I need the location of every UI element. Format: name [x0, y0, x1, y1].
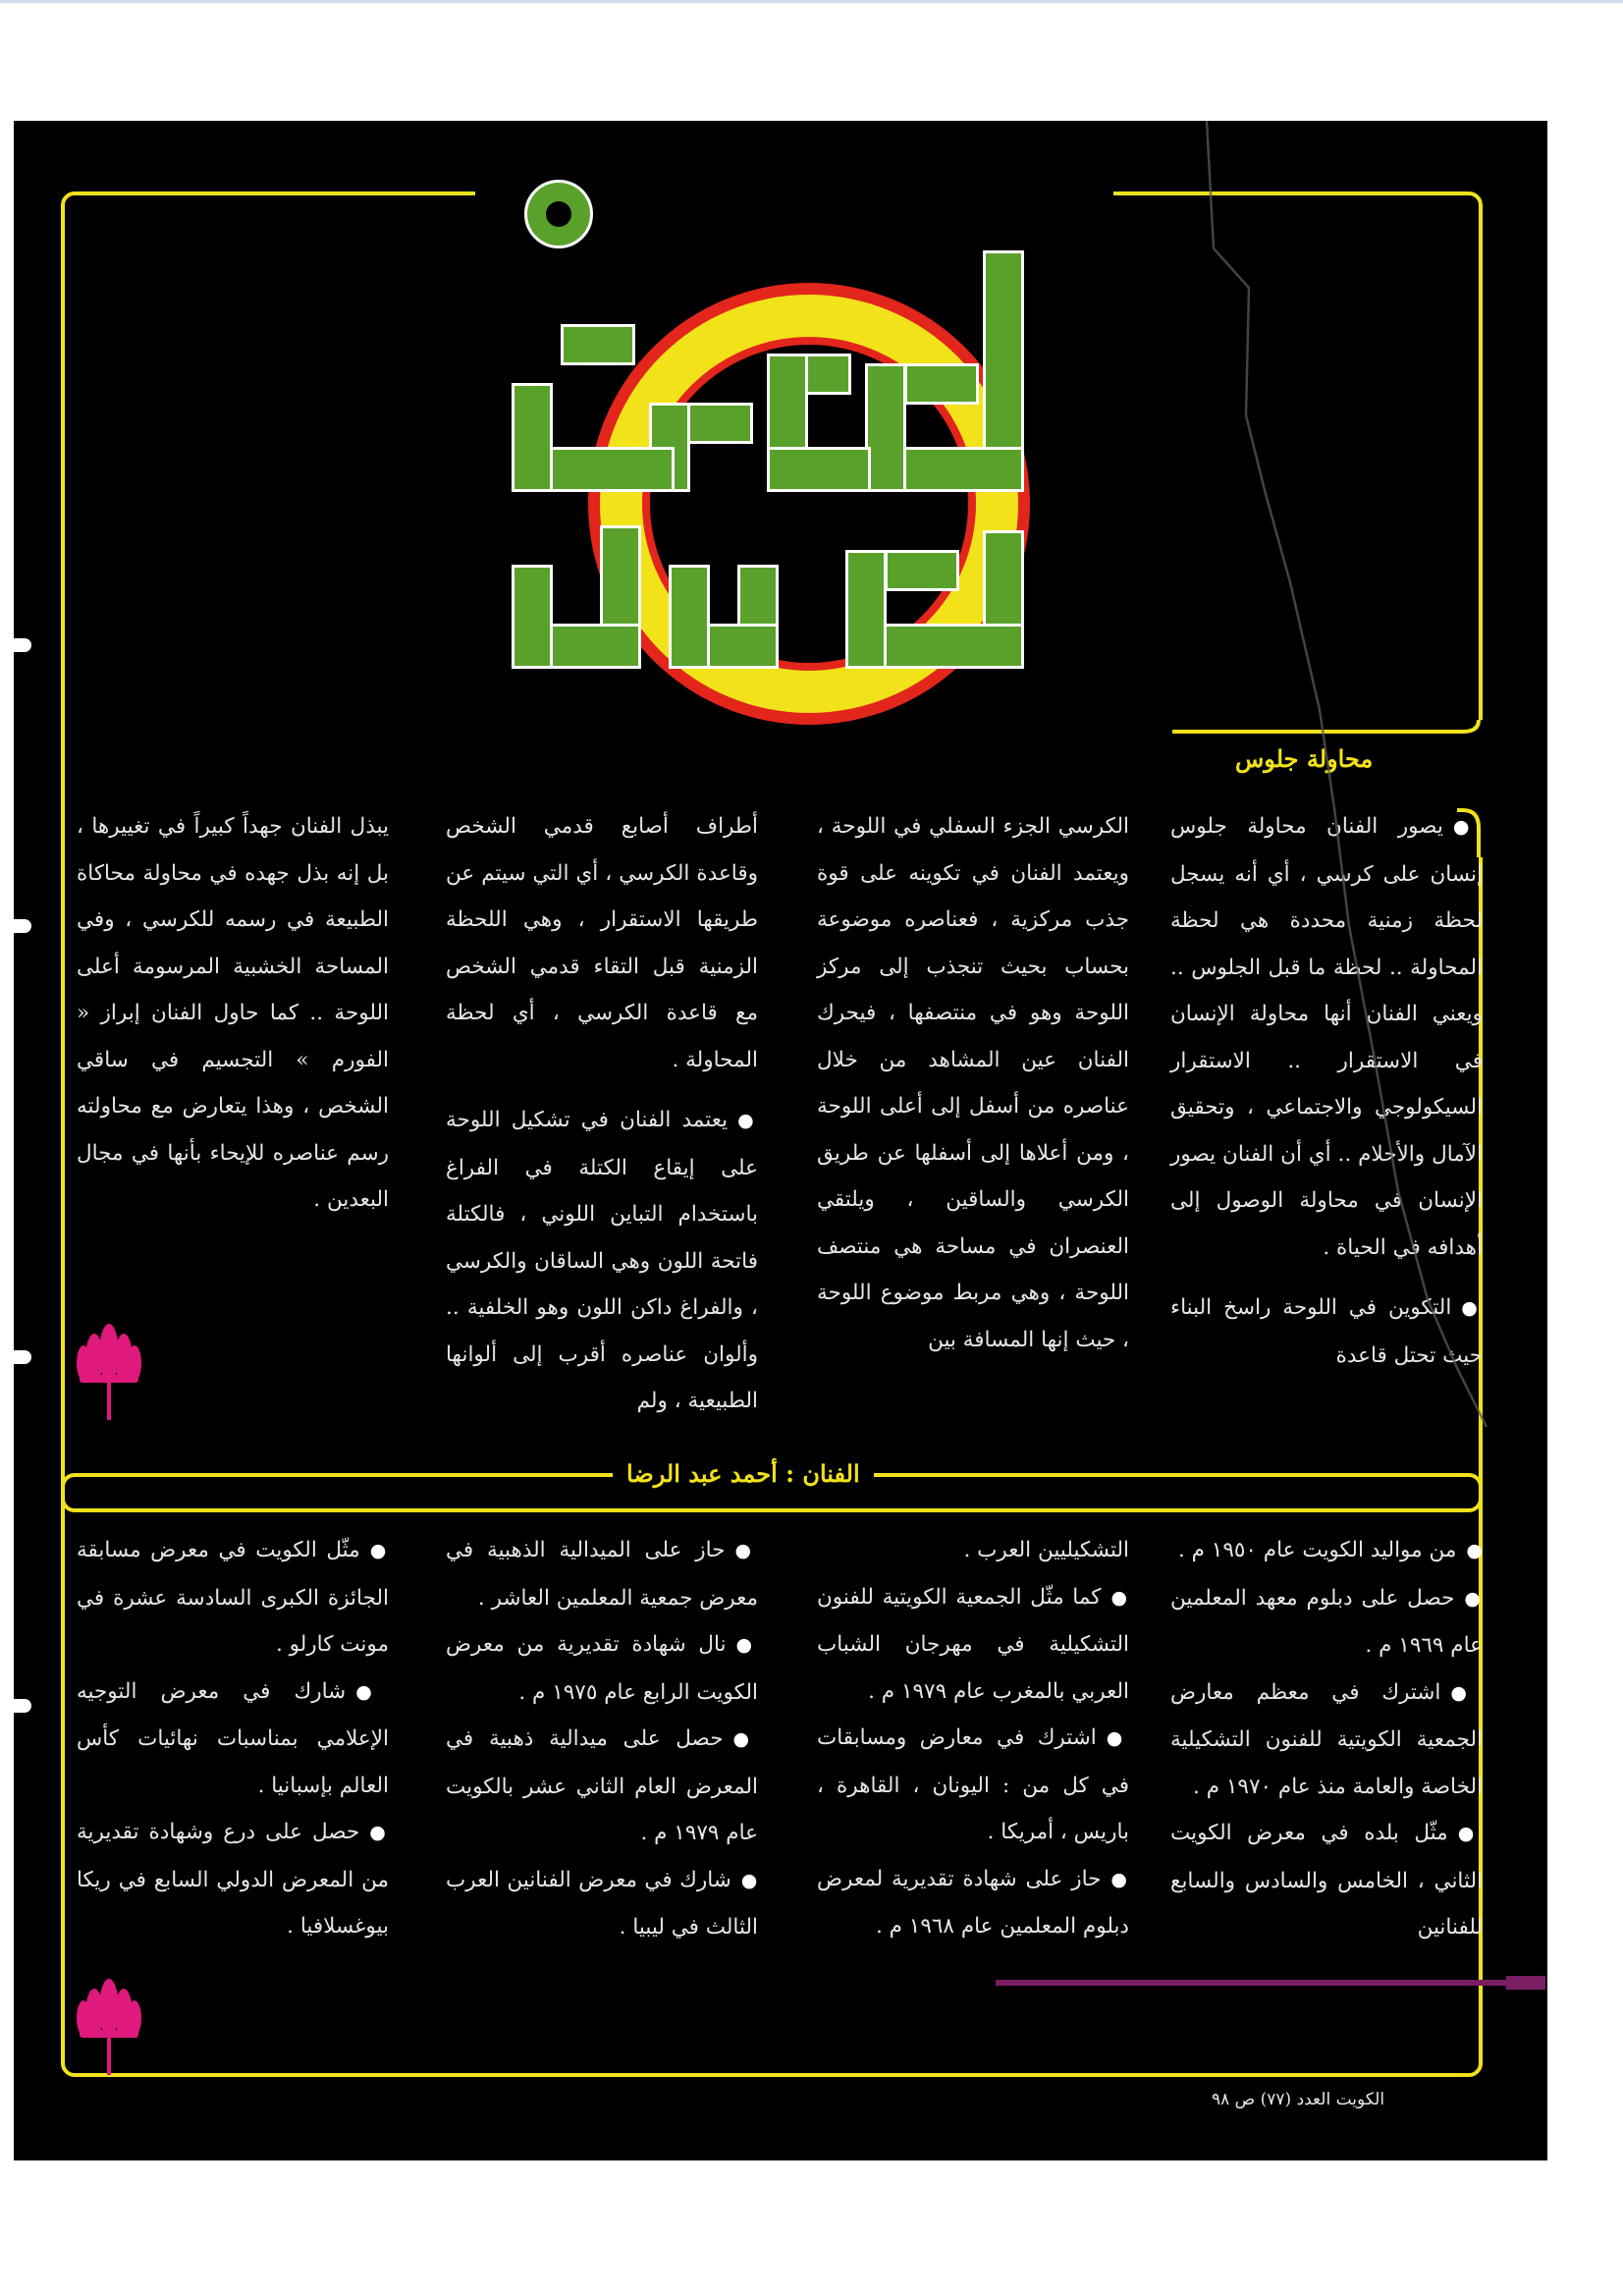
section-title-attempt: محاولة جلوس — [1221, 741, 1386, 777]
bio-item: ● حصل على ميدالية ذهبية في المعرض العام الثاني عشر بالكويت عام ١٩٧٩ م . — [446, 1716, 758, 1857]
bio-item: ● مثّل الكويت في معرض مسابقة الجائزة الكبرى السادسة عشرة في مونت كارلو . — [77, 1527, 389, 1668]
bio-column-1 — [1170, 1527, 1483, 1951]
binder-hole — [14, 638, 31, 652]
bio-item: ● حصل على دبلوم معهد المعلمين عام ١٩٦٩ م . — [1170, 1575, 1483, 1669]
page-footer: الكويت العدد (٧٧) ص ٩٨ — [1212, 2090, 1385, 2109]
pen-stroke-mark — [996, 1972, 1545, 1994]
bio-item: ● مثّل بلده في معرض الكويت الثاني ، الخامس والسادس والسابع للفنانين — [1170, 1810, 1483, 1951]
lotus-icon — [75, 1314, 143, 1422]
article-column-2 — [817, 803, 1129, 1363]
article-paragraph: ● التكوين في اللوحة راسخ البناء حيث تحتل قاعدة — [1170, 1285, 1483, 1379]
article-paragraph: الكرسي الجزء السفلي في اللوحة ، ويعتمد الفنان في تكوينه على قوة جذب مركزية ، فعناصره موضوعة بحساب بحيث تنجذب إلى مركز اللوحة وهو في منتصفها ، فيحرك الفنان عين المشاهد من خلال عناصره من أسفل إلى أعلى اللوحة ، ومن أعلاها إلى أسفلها عن طريق الكرسي والساقين ، ويلتقي العنصران في مساحة هي منتصف اللوحة ، وهي مربط موضوع اللوحة ، حيث إنها المسافة بين — [817, 814, 1129, 1352]
title-logo — [475, 180, 1104, 769]
bio-item: ● حاز على شهادة تقديرية لمعرض دبلوم المعلمين عام ١٩٦٨ م . — [817, 1856, 1129, 1950]
bio-item: التشكيليين العرب . — [963, 1538, 1129, 1562]
article-paragraph: أطراف أصابع قدمي الشخص وقاعدة الكرسي ، أي التي سيتم عن طريقها الاستقرار ، وهي اللحظة الزمنية قبل التقاء قدمي الشخص مع قاعدة الكرسي ، أي لحظة المحاولة . — [446, 814, 758, 1072]
bio-item: ● حصل على درع وشهادة تقديرية من المعرض الدولي السابع في ريكا بيوغسلافيا . — [77, 1809, 389, 1950]
page-top-rule — [0, 0, 1623, 3]
article-column-4 — [77, 803, 389, 1224]
article-column-3 — [446, 803, 758, 1425]
artist-name-label: الفنان : أحمد عبد الرضا — [613, 1456, 874, 1492]
bio-item: ● اشترك في معارض ومسابقات في كل من : اليونان ، القاهرة ، باريس ، أمريكا . — [817, 1715, 1129, 1856]
bio-item: ● كما مثّل الجمعية الكويتية للفنون التشكيلية في مهرجان الشباب العربي بالمغرب عام ١٩٧٩ م . — [817, 1574, 1129, 1716]
bio-column-2 — [817, 1527, 1129, 1950]
bio-item: ● اشترك في معظم معارض الجمعية الكويتية للفنون التشكيلية الخاصة والعامة منذ عام ١٩٧٠ م . — [1170, 1669, 1483, 1811]
article-paragraph: يبذل الفنان جهداً كبيراً في تغييرها ، بل إنه بذل جهده في محاولة محاكاة الطبيعة في رسمه للكرسي ، وفي المساحة الخشبية المرسومة أعلى اللوحة .. كما حاول الفنان إبراز « الفورم » التجسيم في ساقي الشخص ، وهذا يتعارض مع محاولته رسم عناصره للإيحاء بأنها في مجال البعدين . — [77, 814, 389, 1212]
article-column-1 — [1170, 803, 1483, 1379]
lotus-icon — [75, 1969, 143, 2077]
binder-hole — [14, 1699, 31, 1713]
bio-item: ● نال شهادة تقديرية من معرض الكويت الرابع عام ١٩٧٥ م . — [446, 1621, 758, 1716]
magazine-page — [14, 121, 1547, 2160]
bio-column-4 — [77, 1527, 389, 1950]
bio-item: ● شارك في معرض التوجيه الإعلامي بمناسبات نهائيات كأس العالم بإسبانيا . — [77, 1668, 389, 1810]
article-paragraph: ● يعتمد الفنان في تشكيل اللوحة على إيقاع الكتلة في الفراغ باستخدام التباين اللوني ، فالكتلة فاتحة اللون وهي الساقان والكرسي ، والفراغ داكن اللون وهو الخلفية .. وألوان عناصره أقرب إلى ألوانها الطبيعية ، ولم — [446, 1097, 758, 1425]
binder-hole — [14, 919, 31, 933]
binder-hole — [14, 1350, 31, 1364]
article-paragraph: ● يصور الفنان محاولة جلوس إنسان على كرسي ، أي أنه يسجل لحظة زمنية محددة هي لحظة المحاولة .. لحظة ما قبل الجلوس .. ويعني الفنان أنها محاولة الإنسان في الاستقرار .. الاستقرار السيكولوجي والاجتماعي ، وتحقيق الآمال والأحلام .. أي أن الفنان يصور الإنسان في محاولة الوصول إلى أهدافه في الحياة . — [1170, 803, 1483, 1271]
bio-item: ● حاز على الميدالية الذهبية في معرض جمعية المعلمين العاشر . — [446, 1527, 758, 1621]
bio-item: ● شارك في معرض الفنانين العرب الثالث في ليبيا . — [446, 1857, 758, 1951]
bio-column-3 — [446, 1527, 758, 1951]
bio-item: ● من مواليد الكويت عام ١٩٥٠ م . — [1170, 1527, 1483, 1575]
